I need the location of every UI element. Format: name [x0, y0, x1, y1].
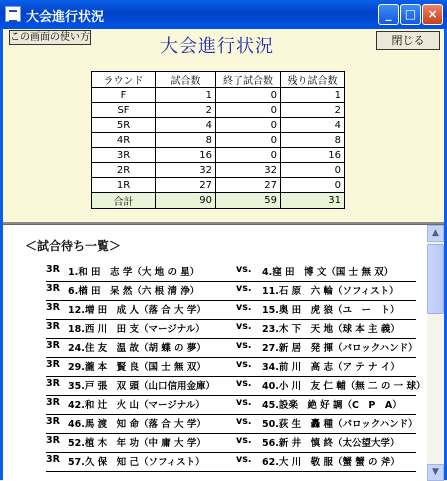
match-player2: 34.前 川 高 志（ア テ ナ イ）	[262, 362, 400, 373]
total-cell: 27	[156, 178, 216, 193]
round-cell: 合計	[92, 193, 156, 209]
match-player1: 24.住 友 温 故（胡 蝶 の 夢）	[68, 343, 206, 354]
round-cell: 1R	[92, 178, 156, 193]
match-vs: vs.	[236, 378, 252, 389]
match-player1: 6.楢 田 呆 然（六 根 清 浄）	[68, 286, 200, 297]
match-player2: 40.小 川 友 仁 輔（無 二 の 一 球）	[262, 381, 426, 392]
match-round: 3R	[46, 302, 60, 313]
waitlist-content[interactable]	[3, 225, 427, 481]
match-round: 3R	[46, 359, 60, 370]
match-round: 3R	[46, 435, 60, 446]
match-row	[46, 414, 416, 434]
remaining-cell: 31	[281, 193, 345, 209]
minimize-button[interactable]: _	[378, 4, 399, 25]
scroll-up-arrow-icon[interactable]: ▲	[427, 225, 444, 242]
maximize-button[interactable]: □	[400, 4, 421, 25]
table-row	[92, 163, 345, 178]
remaining-cell: 4	[281, 118, 345, 133]
help-button[interactable]: この画面の使い方	[10, 32, 90, 43]
match-round: 3R	[46, 416, 60, 427]
match-vs: vs.	[236, 302, 252, 313]
match-vs: vs.	[236, 416, 252, 427]
summary-frame	[3, 29, 444, 224]
total-cell: 90	[156, 193, 216, 209]
col-header-round: ラウンド	[92, 72, 156, 88]
match-player1: 1.和 田 志 学（大 地 の 星）	[68, 267, 200, 278]
match-round: 3R	[46, 340, 60, 351]
match-vs: vs.	[236, 435, 252, 446]
waitlist-frame	[3, 224, 444, 481]
match-row	[46, 376, 426, 396]
match-player1: 12.増 田 成 人（落 合 大 学）	[68, 305, 206, 316]
total-cell: 1	[156, 88, 216, 103]
match-row	[46, 433, 416, 453]
remaining-cell: 16	[281, 148, 345, 163]
match-vs: vs.	[236, 397, 252, 408]
match-round: 3R	[46, 321, 60, 332]
match-vs: vs.	[236, 283, 252, 294]
match-row	[46, 281, 416, 301]
remaining-cell: 1	[281, 88, 345, 103]
round-cell: 5R	[92, 118, 156, 133]
done-cell: 59	[216, 193, 281, 209]
total-cell: 32	[156, 163, 216, 178]
remaining-cell: 2	[281, 103, 345, 118]
match-row	[46, 262, 416, 282]
match-player1: 29.瀧 本 賢 良（国 士 無 双）	[68, 362, 206, 373]
total-cell: 8	[156, 133, 216, 148]
round-cell: 4R	[92, 133, 156, 148]
scroll-down-arrow-icon[interactable]: ▼	[427, 464, 444, 481]
waitlist-title: ＜試合待ち一覧＞	[25, 239, 122, 253]
round-cell: 3R	[92, 148, 156, 163]
done-cell: 32	[216, 163, 281, 178]
page-title: 大会進行状況	[160, 36, 274, 57]
match-vs: vs.	[236, 340, 252, 351]
col-header-remaining: 残り試合数	[281, 72, 345, 88]
match-player2: 56.新 井 慎 終（太公望大学）	[262, 438, 400, 449]
match-player2: 23.木 下 天 地（球 本 主 義）	[262, 324, 400, 335]
match-vs: vs.	[236, 264, 252, 275]
table-row	[92, 103, 345, 118]
app-icon	[5, 6, 21, 22]
summary-table	[91, 71, 345, 209]
match-row	[46, 395, 416, 415]
match-player2: 15.奥 田 虎 狼（ユ ー ト）	[262, 305, 400, 316]
done-cell: 0	[216, 88, 281, 103]
table-row	[92, 88, 345, 103]
round-cell: SF	[92, 103, 156, 118]
match-round: 3R	[46, 378, 60, 389]
col-header-total: 試合数	[156, 72, 216, 88]
match-player2: 27.新 居 発 揮（パロックハンド）	[262, 343, 418, 354]
table-row	[92, 178, 345, 193]
table-row	[92, 148, 345, 163]
done-cell: 0	[216, 148, 281, 163]
total-cell: 16	[156, 148, 216, 163]
match-player2: 4.窪 田 博 文（国 士 無 双）	[262, 267, 394, 278]
done-cell: 0	[216, 133, 281, 148]
window-title: 大会進行状況	[26, 10, 105, 25]
match-vs: vs.	[236, 359, 252, 370]
table-row	[92, 133, 345, 148]
title-bar[interactable]	[0, 0, 447, 29]
match-vs: vs.	[236, 454, 252, 465]
match-round: 3R	[46, 264, 60, 275]
match-player1: 42.和 辻 火 山（マージナル）	[68, 400, 205, 411]
done-cell: 0	[216, 118, 281, 133]
match-player1: 18.西 川 田 支（マージナル）	[68, 324, 205, 335]
done-cell: 27	[216, 178, 281, 193]
match-round: 3R	[46, 283, 60, 294]
close-window-button[interactable]: ×	[422, 4, 443, 25]
match-row	[46, 338, 416, 358]
match-player1: 46.馬 渡 知 命（落 合 大 学）	[68, 419, 206, 430]
match-player1: 35.戸 張 双 頭（山口信用金庫）	[68, 381, 215, 392]
match-round: 3R	[46, 397, 60, 408]
round-cell: 2R	[92, 163, 156, 178]
match-row	[46, 300, 416, 320]
match-row	[46, 319, 416, 339]
scrollbar-thumb[interactable]	[427, 244, 444, 314]
remaining-cell: 8	[281, 133, 345, 148]
total-cell: 4	[156, 118, 216, 133]
match-round: 3R	[46, 454, 60, 465]
remaining-cell: 0	[281, 163, 345, 178]
remaining-cell: 0	[281, 178, 345, 193]
match-player2: 50.荻 生 轟 種（パロックハンド）	[262, 419, 418, 430]
match-player2: 62.大 川 敬 服（蟹 蟹 の 斧）	[262, 457, 400, 468]
table-header-row	[92, 72, 345, 88]
match-player1: 57.久 保 知 己（ソフィスト）	[68, 457, 205, 468]
match-row	[46, 452, 416, 472]
vertical-scrollbar[interactable]	[427, 225, 444, 481]
match-vs: vs.	[236, 321, 252, 332]
round-cell: F	[92, 88, 156, 103]
match-row	[46, 357, 416, 377]
total-cell: 2	[156, 103, 216, 118]
match-player2: 11.石 原 六 輪（ソフィスト）	[262, 286, 399, 297]
match-player1: 52.植 木 年 功（中 庸 大 学）	[68, 438, 206, 449]
close-button[interactable]: 閉じる	[376, 31, 440, 50]
total-row	[92, 193, 345, 209]
table-row	[92, 118, 345, 133]
col-header-done: 終了試合数	[216, 72, 281, 88]
done-cell: 0	[216, 103, 281, 118]
match-player2: 45.設楽 絶 好 調（C P A）	[262, 400, 402, 411]
